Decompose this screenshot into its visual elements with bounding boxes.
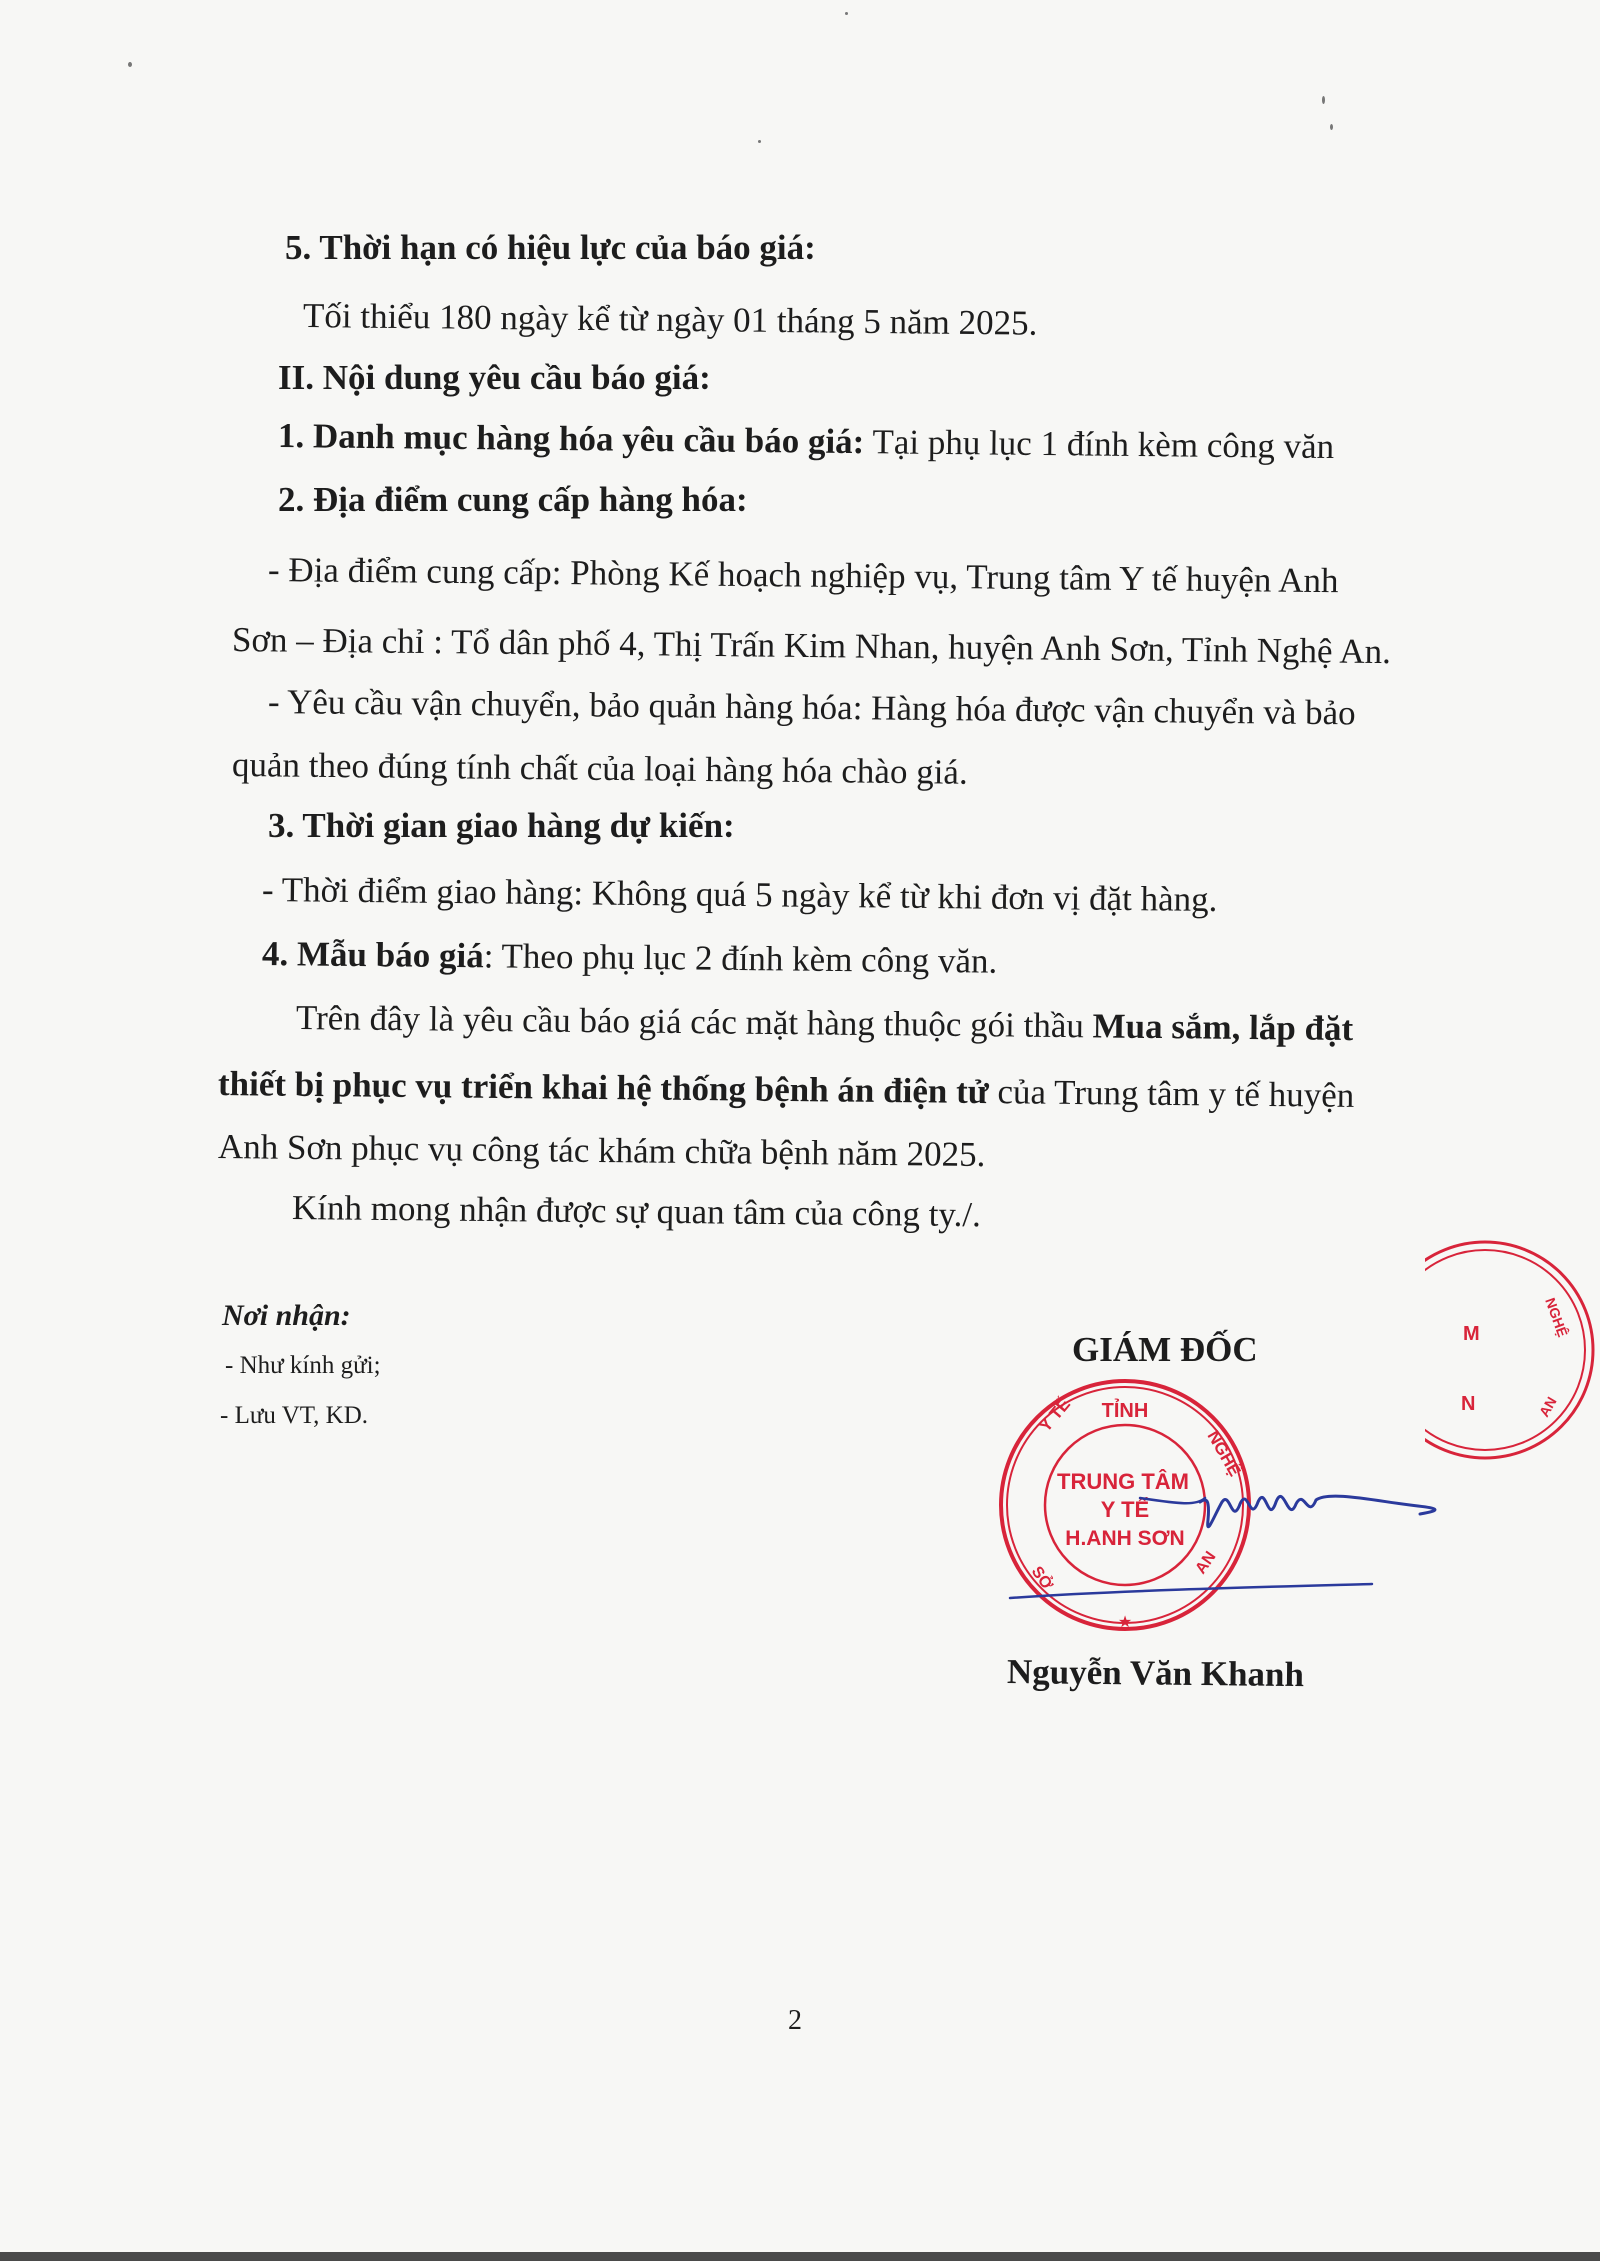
item-4	[262, 932, 998, 984]
closing-line-2-a: thiết bị phục vụ triển khai hệ thống bệnh án điện tử	[217, 1064, 989, 1112]
scan-speck	[845, 12, 848, 15]
seal-left-text: Y TẾ	[1035, 1394, 1075, 1436]
handwritten-signature	[1000, 1480, 1480, 1620]
closing-line-2-b: của Trung tâm y tế huyện	[988, 1072, 1355, 1115]
section-ii-heading: II. Nội dung yêu cầu báo giá:	[278, 358, 711, 397]
partial-seal-graphic	[1425, 1240, 1600, 1490]
item-2-line-2: Sơn – Địa chỉ : Tổ dân phố 4, Thị Trấn Kim Nhan, huyện Anh Sơn, Tỉnh Nghệ An.	[231, 620, 1392, 672]
item-1-text: Tại phụ lục 1 đính kèm công văn	[864, 422, 1335, 467]
recipient-item: - Lưu VT, KD.	[220, 1402, 369, 1429]
scan-bottom-edge	[0, 2252, 1600, 2261]
seal-line-1: TRUNG TÂM	[1057, 1469, 1189, 1494]
seal-top-text: TỈNH	[1101, 1400, 1149, 1422]
seal-line-3: H.ANH SƠN	[1065, 1527, 1185, 1550]
recipients-label: Nơi nhận:	[222, 1299, 351, 1332]
closing-line-3: Anh Sơn phục vụ công tác khám chữa bệnh năm 2025.	[217, 1127, 986, 1175]
scan-speck	[1330, 124, 1333, 130]
item-3-heading: 3. Thời gian giao hàng dự kiến:	[268, 806, 735, 845]
partial-seal-arc-text: NGHỆ	[1542, 1295, 1572, 1340]
signature-title: GIÁM ĐỐC	[1072, 1330, 1258, 1369]
page-number: 2	[788, 2005, 802, 2036]
closing-line-2	[218, 1062, 1355, 1118]
item-4-text: : Theo phụ lục 2 đính kèm công văn.	[483, 936, 998, 981]
seal-bottom-left: SỞ	[1027, 1563, 1056, 1594]
seal-right-text: NGHỆ	[1203, 1427, 1245, 1480]
item-3-text: - Thời điểm giao hàng: Không quá 5 ngày kể từ khi đơn vị đặt hàng.	[261, 870, 1218, 920]
recipient-item: - Như kính gửi;	[225, 1352, 381, 1379]
closing-line-4: Kính mong nhận được sự quan tâm của công ty./.	[291, 1188, 982, 1235]
section-5-heading: 5. Thời hạn có hiệu lực của báo giá:	[285, 228, 816, 267]
item-1-heading: 1. Danh mục hàng hóa yêu cầu báo giá:	[277, 416, 865, 462]
seal-star-icon: ★	[1117, 1614, 1133, 1631]
item-2-line-3: - Yêu cầu vận chuyển, bảo quản hàng hóa: Hàng hóa được vận chuyển và bảo	[267, 682, 1356, 733]
partial-seal	[1425, 1240, 1600, 1490]
item-2-line-4: quản theo đúng tính chất của loại hàng hóa chào giá.	[231, 745, 968, 792]
partial-seal-text-a: M	[1463, 1323, 1480, 1345]
signer-name: Nguyễn Văn Khanh	[1006, 1652, 1305, 1695]
scan-speck	[128, 62, 132, 67]
seal-bottom-right: AN	[1192, 1548, 1220, 1578]
closing-line-1-b: Mua sắm, lắp đặt	[1092, 1006, 1354, 1049]
partial-seal-text-b: N	[1461, 1393, 1476, 1415]
item-4-heading: 4. Mẫu báo giá	[261, 934, 484, 976]
scan-speck	[1322, 96, 1325, 104]
item-2-line-1: - Địa điểm cung cấp: Phòng Kế hoạch nghiệp vụ, Trung tâm Y tế huyện Anh	[267, 550, 1339, 601]
seal-line-2: Y TẾ	[1100, 1497, 1150, 1522]
section-5-text: Tối thiểu 180 ngày kể từ ngày 01 tháng 5 năm 2025.	[302, 296, 1038, 343]
closing-line-1-a: Trên đây là yêu cầu báo giá các mặt hàng thuộc gói thầu	[295, 998, 1093, 1046]
partial-seal-arc-text-2: AN	[1535, 1393, 1560, 1420]
item-2-heading: 2. Địa điểm cung cấp hàng hóa:	[278, 480, 748, 519]
item-1	[278, 414, 1335, 469]
closing-line-1	[296, 996, 1354, 1051]
scan-speck	[758, 140, 761, 143]
